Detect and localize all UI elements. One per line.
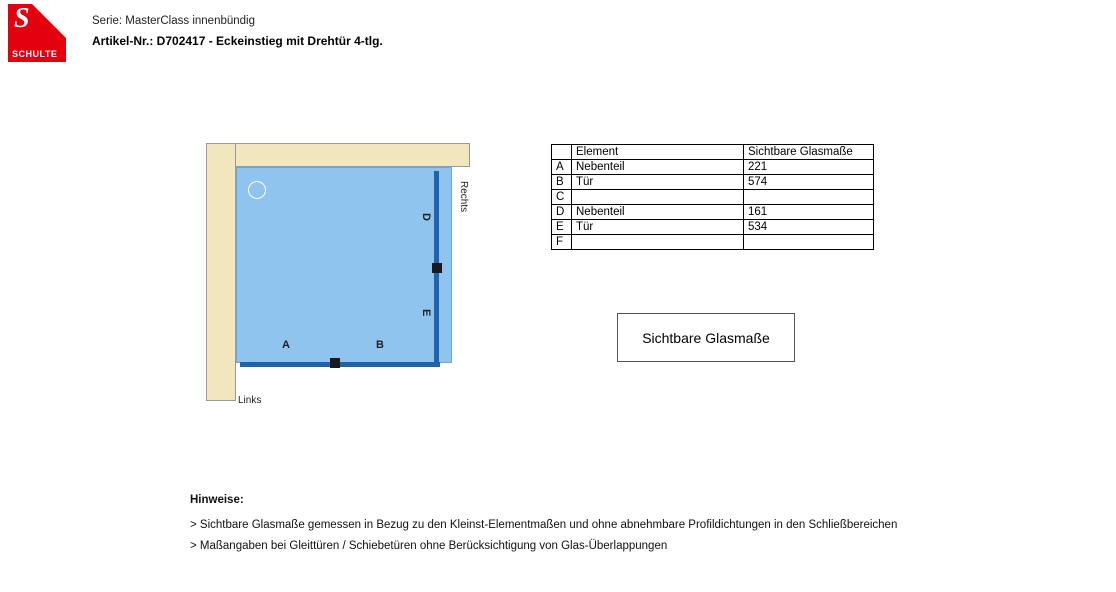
dimensions-table	[551, 144, 874, 250]
table-row	[552, 190, 874, 205]
row-key: B	[552, 175, 572, 190]
hinge-right-icon	[432, 263, 442, 273]
row-key: D	[552, 205, 572, 220]
notes-line: > Maßangaben bei Gleittüren / Schiebetüren ohne Berücksichtigung von Glas-Überlappungen	[190, 540, 668, 552]
row-value: 221	[744, 160, 874, 175]
table-header-element: Element	[572, 145, 744, 160]
table-header-key	[552, 145, 572, 160]
row-key: C	[552, 190, 572, 205]
table-row	[552, 235, 874, 250]
dimensions-table-wrapper	[551, 144, 874, 250]
row-value	[744, 190, 874, 205]
row-element: Tür	[572, 220, 744, 235]
drawing-label-a: A	[282, 339, 290, 351]
row-value	[744, 235, 874, 250]
row-element: Tür	[572, 175, 744, 190]
row-value: 574	[744, 175, 874, 190]
row-key: A	[552, 160, 572, 175]
shower-enclosure-drawing	[206, 143, 476, 406]
wall-top	[206, 143, 470, 167]
notes-title: Hinweise:	[190, 494, 244, 506]
notes-section	[190, 494, 897, 561]
drawing-side-label-left: Links	[238, 395, 262, 406]
glass-dimensions-caption-box	[617, 313, 795, 362]
row-value: 161	[744, 205, 874, 220]
table-row	[552, 160, 874, 175]
drawing-label-d: D	[420, 213, 432, 221]
wall-left	[206, 143, 236, 401]
drawing-label-e: E	[420, 309, 432, 317]
row-element	[572, 190, 744, 205]
drawing-side-label-right: Rechts	[458, 181, 469, 213]
logo-diagonal-icon	[32, 4, 66, 38]
schulte-logo	[8, 4, 66, 62]
table-header-row	[552, 145, 874, 160]
caption-label: Sichtbare Glasmaße	[642, 329, 770, 346]
table-row	[552, 205, 874, 220]
table-row	[552, 175, 874, 190]
drawing-label-b: B	[376, 339, 384, 351]
row-key: F	[552, 235, 572, 250]
series-label: Serie: MasterClass innenbündig	[92, 15, 256, 27]
logo-brand-text: SCHULTE	[12, 49, 58, 59]
row-element: Nebenteil	[572, 160, 744, 175]
row-element	[572, 235, 744, 250]
row-value: 534	[744, 220, 874, 235]
profile-rail-bottom	[240, 362, 440, 367]
table-row	[552, 220, 874, 235]
logo-letter: S	[14, 3, 30, 34]
glass-area	[236, 167, 452, 363]
article-number-label: Artikel-Nr.: D702417 - Eckeinstieg mit Drehtür 4-tlg.	[92, 34, 383, 48]
handle-knob-icon	[248, 181, 266, 199]
notes-line: > Sichtbare Glasmaße gemessen in Bezug zu den Kleinst-Elementmaßen und ohne abnehmbare Profildichtungen in den Schließbereichen	[190, 519, 898, 531]
row-key: E	[552, 220, 572, 235]
table-header-value: Sichtbare Glasmaße	[744, 145, 874, 160]
hinge-bottom-icon	[330, 358, 340, 368]
row-element: Nebenteil	[572, 205, 744, 220]
